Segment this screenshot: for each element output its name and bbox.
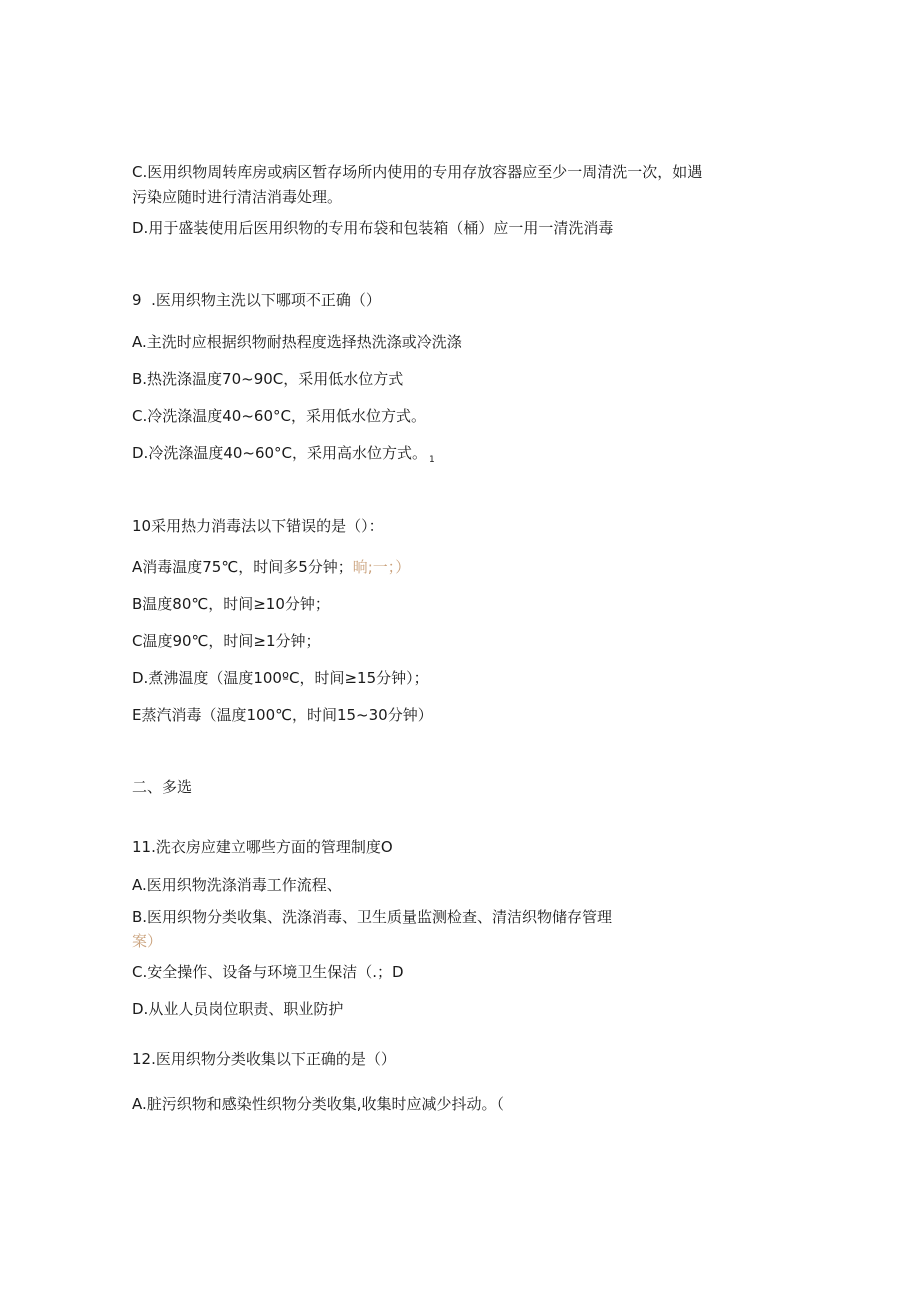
q9-option-b: B.热洗涤温度70~90C，采用低水位方式 <box>132 370 404 388</box>
q10-option-b: B温度80℃，时间≥10分钟； <box>132 595 330 613</box>
q11-option-c: C.安全操作、设备与环境卫生保洁（.；D <box>132 963 404 981</box>
q10-option-e: E蒸汽消毒（温度100℃，时间15~30分钟） <box>132 706 433 724</box>
q11-option-a: A.医用织物洗涤消毒工作流程、 <box>132 876 342 894</box>
q8-option-c-line1: C.医用织物周转库房或病区暂存场所内使用的专用存放容器应至少一周清洗一次，如遇 <box>132 163 703 181</box>
q10-title: 10采用热力消毒法以下错误的是（）： <box>132 517 384 535</box>
q9-option-a: A.主洗时应根据织物耐热程度选择热洗涤或冷洗涤 <box>132 333 462 351</box>
q8-option-c-line2: 污染应随时进行清洁消毒处理。 <box>132 188 343 206</box>
q10-option-a-note: 晌;一；） <box>352 558 411 576</box>
q9-option-d-row <box>132 443 435 470</box>
q11-title: 11.洗衣房应建立哪些方面的管理制度O <box>132 838 393 856</box>
q12-title: 12.医用织物分类收集以下正确的是（） <box>132 1050 396 1068</box>
q10-option-a: A消毒温度75℃，时间多5分钟； <box>132 558 353 576</box>
q11-option-d: D.从业人员岗位职责、职业防护 <box>132 1000 344 1018</box>
q9-option-d: D.冷洗涤温度40~60°C，采用高水位方式。 <box>132 444 428 462</box>
q9-option-d-mark: 1 <box>429 455 435 465</box>
q9-title: 9 .医用织物主洗以下哪项不正确（） <box>132 291 381 309</box>
q11-option-b-note: 案） <box>132 932 163 950</box>
q9-option-c: C.冷洗涤温度40~60°C，采用低水位方式。 <box>132 407 426 425</box>
section-heading: 二、多选 <box>132 778 193 796</box>
q11-option-b: B.医用织物分类收集、洗涤消毒、卫生质量监测检查、清洁织物储存管理 <box>132 908 613 926</box>
q10-option-c: C温度90℃，时间≥1分钟； <box>132 632 321 650</box>
q8-option-d: D.用于盛装使用后医用织物的专用布袋和包装箱（桶）应一用一清洗消毒 <box>132 219 614 237</box>
q10-option-a-row <box>132 557 410 577</box>
q12-option-a: A.脏污织物和感染性织物分类收集,收集时应减少抖动。（ <box>132 1095 505 1113</box>
q10-option-d: D.煮沸温度（温度100ºC，时间≥15分钟）； <box>132 669 429 687</box>
